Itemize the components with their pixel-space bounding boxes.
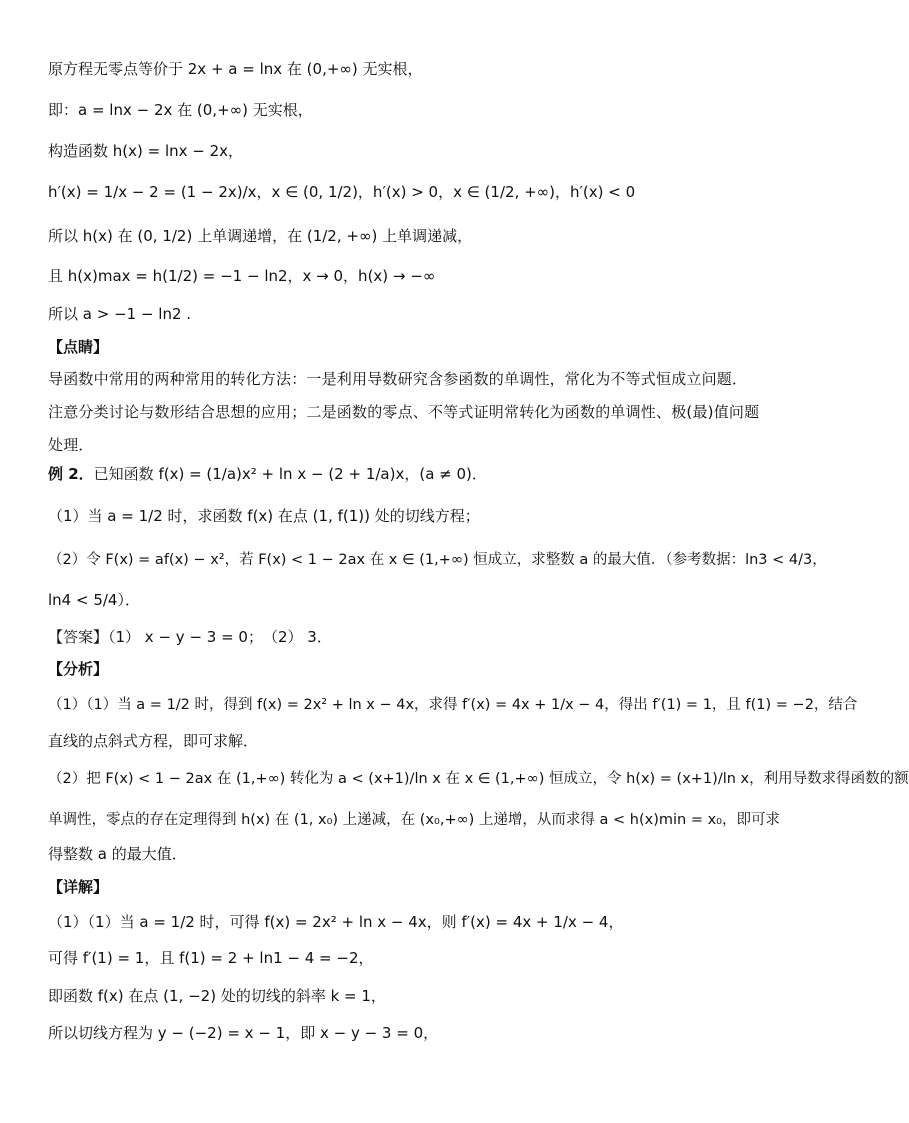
- analysis-text: 得整数 a 的最大值．: [48, 845, 187, 863]
- question-2: （2）令 F(x) = af(x) − x²，若 F(x) < 1 − 2ax 在 x ∈ (1,+∞) 恒成立，求整数 a 的最大值．（参考数据：ln3 < 4/3，: [48, 552, 827, 568]
- text-line: 构造函数 h(x) = lnx − 2x，: [48, 142, 244, 160]
- analysis-text: 单调性，零点的存在定理得到 h(x) 在 (1, x₀) 上递减，在 (x₀,+∞) 上递增，从而求得 a < h(x)min = x₀，即可求: [48, 812, 780, 828]
- question-1: （1）当 a = 1/2 时，求函数 f(x) 在点 (1, f(1)) 处的切线方程；: [48, 507, 480, 525]
- detail-line: 可得 f′(1) = 1，且 f(1) = 2 + ln1 − 4 = −2，: [48, 949, 374, 967]
- example-text: 已知函数 f(x) = (1/a)x² + ln x − (2 + 1/a)x，(a ≠ 0)．: [93, 465, 487, 483]
- comment-heading: 【点睛】: [48, 338, 109, 356]
- text-line: 所以 h(x) 在 (0, 1/2) 上单调递增，在 (1/2, +∞) 上单调递减，: [48, 227, 473, 245]
- text-line: 原方程无零点等价于 2x + a = lnx 在 (0,+∞) 无实根，: [48, 60, 423, 78]
- comment-paragraph: 导函数中常用的两种常用的转化方法：一是利用导数研究含参函数的单调性，常化为不等式恒成立问题．注意分类讨论与数形结合思想的应用；二是函数的零点、不等式证明常转化为函数的单调性、极(最)值问题处理．: [48, 370, 760, 454]
- detail-line: 所以切线方程为 y − (−2) = x − 1，即 x − y − 3 = 0，: [48, 1024, 439, 1042]
- detail-line: 即函数 f(x) 在点 (1, −2) 处的切线的斜率 k = 1，: [48, 987, 386, 1005]
- analysis-text: 直线的点斜式方程，即可求解．: [48, 732, 259, 750]
- analysis-text: （2）把 F(x) < 1 − 2ax 在 (1,+∞) 转化为 a < (x+1)/ln x 在 x ∈ (1,+∞) 恒成立，令 h(x) = (x+1)/ln x，利用导数求得函数的额: [48, 771, 909, 787]
- detail-line: （1）（1）当 a = 1/2 时，可得 f(x) = 2x² + ln x − 4x，则 f′(x) = 4x + 1/x − 4，: [48, 913, 624, 931]
- text-line: h′(x) = 1/x − 2 = (1 − 2x)/x，x ∈ (0, 1/2)，h′(x) > 0，x ∈ (1/2, +∞)，h′(x) < 0: [48, 183, 636, 201]
- example-line: [48, 463, 754, 485]
- text-line: 且 h(x)max = h(1/2) = −1 − ln2，x → 0，h(x) → −∞: [48, 267, 436, 285]
- answer-line: 【答案】（1） x − y − 3 = 0； （2） 3．: [48, 628, 332, 646]
- example-label: 例 2．: [48, 465, 94, 483]
- text-line: 即：a = lnx − 2x 在 (0,+∞) 无实根，: [48, 101, 313, 119]
- detail-heading: 【详解】: [48, 878, 109, 896]
- analysis-heading: 【分析】: [48, 660, 109, 678]
- text-line: 所以 a > −1 − ln2 .: [48, 305, 192, 323]
- question-2-cont: ln4 < 5/4）．: [48, 591, 140, 609]
- analysis-text: （1）（1）当 a = 1/2 时，得到 f(x) = 2x² + ln x − 4x，求得 f′(x) = 4x + 1/x − 4，得出 f′(1) = 1，且 f(1) = −2，结合: [48, 697, 858, 713]
